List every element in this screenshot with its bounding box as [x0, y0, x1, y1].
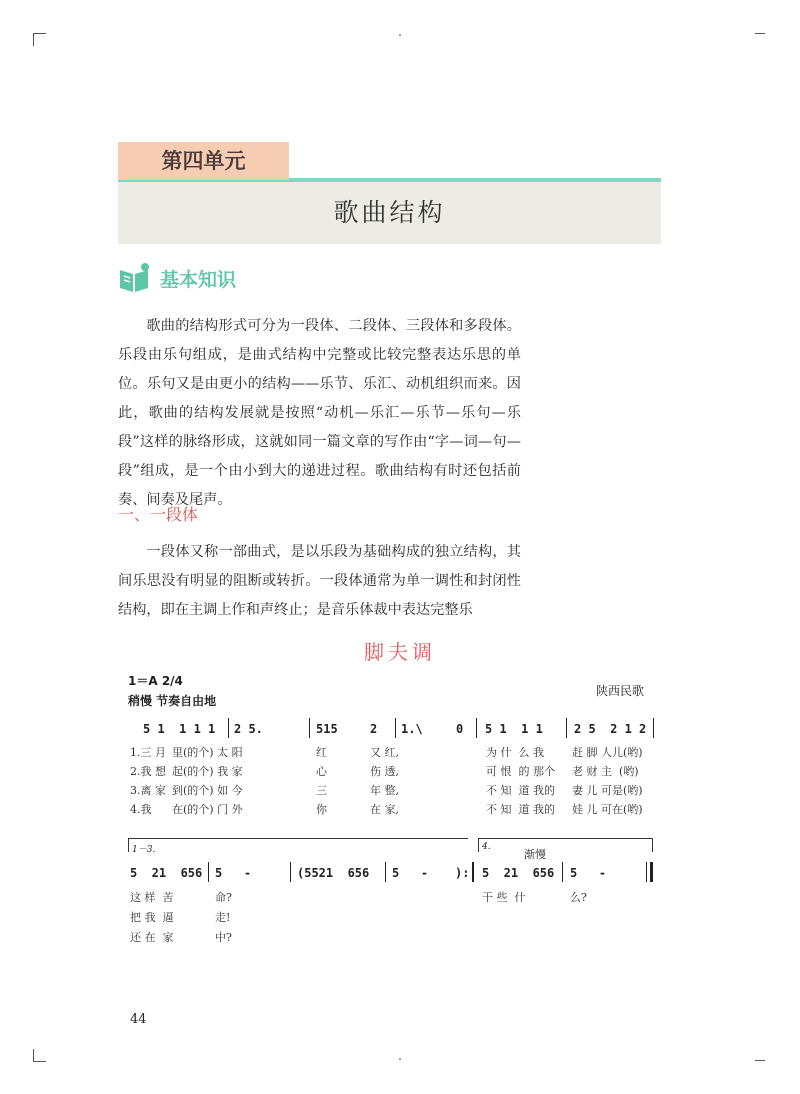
repeat-barline	[472, 862, 474, 882]
lyric: 为 什 么 我	[486, 746, 544, 759]
song-origin: 陕西民歌	[596, 684, 645, 698]
volta-2-label: 4.	[482, 842, 491, 852]
note-group: 2 5.	[234, 722, 263, 736]
lyric: 三	[316, 784, 327, 797]
key-signature: 1＝A 2/4	[128, 674, 183, 688]
note-group: 5 -	[392, 866, 429, 880]
lyric: 不 知 道 我的	[486, 803, 555, 816]
lyric: 走!	[215, 911, 231, 924]
crop-mark-top-right	[755, 33, 765, 46]
barline	[562, 862, 563, 882]
lyric: 心	[316, 765, 327, 778]
volta-bracket-2-end	[652, 838, 653, 852]
lyric: 里(的个) 太 阳	[172, 746, 243, 759]
lyric: 又 红,	[370, 746, 399, 759]
note-group: 515	[316, 722, 338, 736]
crop-mark-top-left	[33, 33, 46, 46]
lyric: 伤 透,	[370, 765, 399, 778]
repeat-sign: ):	[455, 866, 470, 880]
final-barline-thin	[646, 862, 647, 882]
lyric: 赶 脚 人儿(哟)	[572, 746, 643, 759]
ritardando-mark: 渐慢	[524, 848, 546, 861]
barline	[566, 718, 567, 738]
barline	[385, 862, 386, 882]
barline	[653, 718, 654, 738]
lyric: 在 家,	[370, 803, 399, 816]
heading-one-part-form: 一、一段体	[118, 505, 199, 524]
note-group: (5521 656	[297, 866, 370, 880]
lyric: 年 整,	[370, 784, 399, 797]
note-group: 5 21 656	[130, 866, 203, 880]
barline	[476, 718, 477, 738]
book-icon	[118, 262, 152, 294]
lyric: 起(的个) 我 家	[172, 765, 243, 778]
note-group: 0	[456, 722, 464, 736]
volta-1-label: 1－3.	[132, 845, 156, 855]
volta-bracket-2-edge	[478, 838, 479, 852]
section-label: 基本知识	[160, 268, 237, 291]
basic-knowledge-header	[118, 262, 236, 294]
final-barline-thick	[650, 862, 653, 882]
volta-bracket-2	[478, 838, 652, 839]
lyric: 么?	[570, 891, 587, 904]
lyric: 可 恨 的 那个	[486, 765, 555, 778]
note-group: 2 5 2 1 2	[574, 722, 647, 736]
lyric: 还 在 家	[130, 931, 174, 944]
tempo-marking: 稍慢 节奏自由地	[128, 694, 217, 708]
lyric: 到(的个) 如 今	[172, 784, 243, 797]
note-group: 2	[370, 722, 378, 736]
registration-dot	[399, 34, 401, 36]
note-group: 5 -	[570, 866, 607, 880]
lyric: 3.离 家	[130, 784, 166, 797]
barline	[208, 862, 209, 882]
unit-tab: 第四单元	[118, 142, 289, 180]
note-group: 1.\	[401, 722, 423, 736]
lyric: 4.我	[130, 803, 152, 816]
lyric: 娃 儿 可在(哟)	[572, 803, 643, 816]
lyric: 干 些 什	[482, 891, 526, 904]
note-group: 5 21 656	[482, 866, 555, 880]
page-number: 44	[130, 1012, 147, 1027]
crop-mark-bottom-left	[33, 1049, 46, 1062]
registration-dot	[399, 1058, 401, 1060]
lyric: 你	[316, 803, 327, 816]
volta-bracket-1-edge	[128, 838, 129, 852]
barline	[309, 718, 310, 738]
barline	[228, 718, 229, 738]
barline	[290, 862, 291, 882]
crop-mark-bottom-right	[755, 1060, 765, 1073]
lyric: 1.三 月	[130, 746, 166, 759]
lyric: 妻 儿 可是(哟)	[572, 784, 643, 797]
note-group: 5 -	[215, 866, 252, 880]
paragraph-intro: 歌曲的结构形式可分为一段体、二段体、三段体和多段体。乐段由乐句组成，是曲式结构中完整或比较完整表达乐思的单位。乐句又是由更小的结构——乐节、乐汇、动机组织而来。因此，歌曲的结构发展就是按照“动机—乐汇—乐节—乐句—乐段”这样的脉络形成，这就如同一篇文章的写作由“字—词—句—段”组成，是一个由小到大的递进过程。歌曲结构有时还包括前奏、间奏及尾声。	[118, 318, 521, 508]
barline	[395, 718, 396, 738]
unit-title: 歌曲结构	[118, 182, 661, 244]
song-title: 脚夫调	[364, 640, 436, 664]
lyric: 红	[316, 746, 327, 759]
lyric: 不 知 道 我的	[486, 784, 555, 797]
paragraph-one-part-form: 一段体又称一部曲式，是以乐段为基础构成的独立结构，其间乐思没有明显的阻断或转折。一段体通常为单一调性和封闭性结构，即在主调上作和声终止；是音乐体裁中表达完整乐	[118, 544, 521, 618]
lyric: 2.我 想	[130, 765, 166, 778]
lyric: 这 样 苦	[130, 891, 174, 904]
volta-bracket-1	[128, 838, 468, 839]
lyric: 老 财 主 (哟)	[572, 765, 639, 778]
lyric: 把 我 逼	[130, 911, 174, 924]
lyric: 命?	[215, 891, 232, 904]
note-group: 5 1 1 1 1	[143, 722, 216, 736]
lyric: 中?	[215, 931, 232, 944]
note-group: 5 1 1 1	[485, 722, 543, 736]
lyric: 在(的个) 门 外	[172, 803, 243, 816]
